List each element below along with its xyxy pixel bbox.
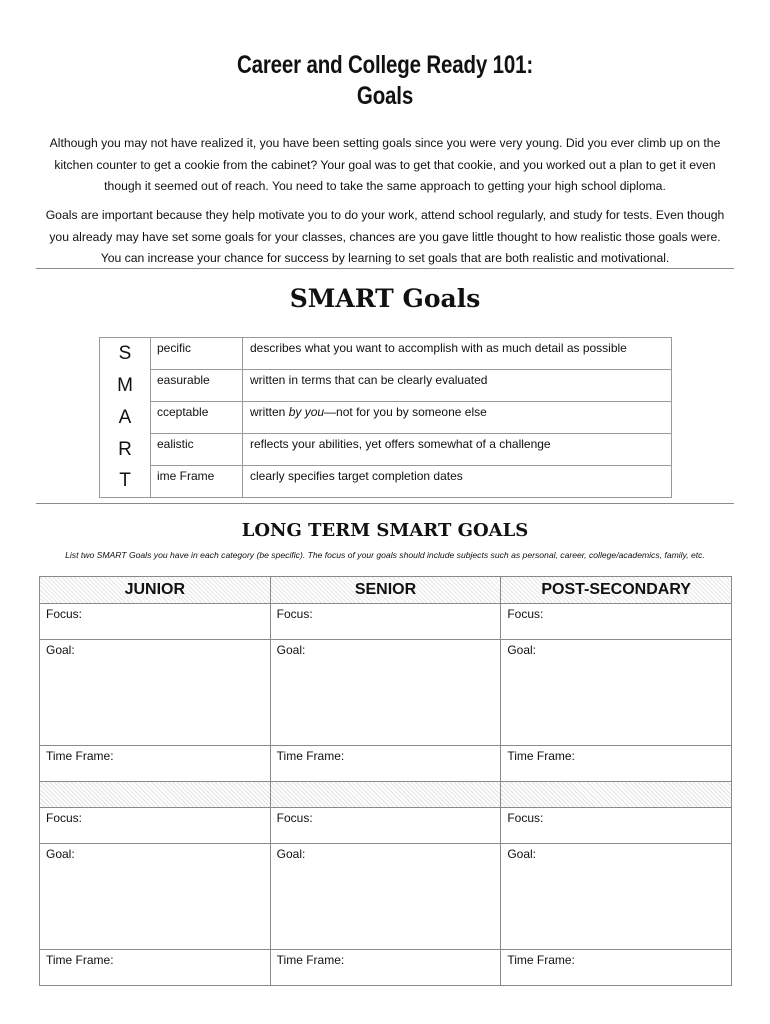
long-term-heading: LONG TERM SMART GOALS: [241, 520, 529, 541]
smart-word: ealistic: [151, 434, 243, 466]
time-frame-field[interactable]: Time Frame:: [270, 950, 501, 986]
focus-field[interactable]: Focus:: [40, 808, 271, 844]
smart-row-t: [100, 466, 672, 498]
smart-word: pecific: [151, 338, 243, 370]
title-line-2: Goals: [356, 82, 414, 110]
smart-row-r: [100, 434, 672, 466]
title-line-1: Career and College Ready 101:: [236, 51, 534, 79]
smart-word: cceptable: [151, 402, 243, 434]
smart-description: reflects your abilities, yet offers somewhat of a challenge: [243, 434, 672, 466]
separator-cell: [501, 782, 732, 808]
goal-field[interactable]: Goal:: [270, 844, 501, 950]
time-frame-field[interactable]: Time Frame:: [501, 746, 732, 782]
focus-row-2: [40, 808, 732, 844]
divider-top: [36, 268, 734, 269]
divider-middle: [36, 503, 734, 504]
goals-table: [39, 576, 732, 986]
smart-letter: M: [100, 370, 151, 402]
smart-word: easurable: [151, 370, 243, 402]
goal-row-1: [40, 640, 732, 746]
goal-field[interactable]: Goal:: [501, 640, 732, 746]
column-header-junior: JUNIOR: [40, 577, 271, 604]
goal-field[interactable]: Goal:: [40, 640, 271, 746]
smart-letter: R: [100, 434, 151, 466]
goal-row-2: [40, 844, 732, 950]
smart-letter: A: [100, 402, 151, 434]
page-title: [69, 50, 700, 112]
smart-letter: T: [100, 466, 151, 498]
desc-part: —not for you by someone else: [324, 405, 487, 419]
time-frame-row-2: [40, 950, 732, 986]
smart-description: written in terms that can be clearly evaluated: [243, 370, 672, 402]
intro-paragraph-2: Goals are important because they help motivate you to do your work, attend school regularly, and study for tests. Even though you already may have set some goals for your classes, chances are you gave little thought to how realistic those goals were. You can increase your chance for success by learning to set goals that are both realistic and motivational.: [45, 208, 725, 265]
smart-description: clearly specifies target completion dates: [243, 466, 672, 498]
time-frame-field[interactable]: Time Frame:: [40, 950, 271, 986]
time-frame-field[interactable]: Time Frame:: [501, 950, 732, 986]
column-header-post-secondary: POST-SECONDARY: [501, 577, 732, 604]
smart-description: describes what you want to accomplish with as much detail as possible: [243, 338, 672, 370]
goal-field[interactable]: Goal:: [40, 844, 271, 950]
separator-row: [40, 782, 732, 808]
time-frame-field[interactable]: Time Frame:: [270, 746, 501, 782]
smart-heading: SMART Goals: [289, 284, 481, 313]
focus-field[interactable]: Focus:: [40, 604, 271, 640]
goal-field[interactable]: Goal:: [501, 844, 732, 950]
focus-row-1: [40, 604, 732, 640]
smart-letter: S: [100, 338, 151, 370]
separator-cell: [270, 782, 501, 808]
desc-emphasis: by you: [288, 405, 325, 419]
intro-paragraph-1: Although you may not have realized it, you have been setting goals since you were very young. Did you ever climb up on the kitchen counter to get a cookie from the cabinet? Your goal was to get that cookie, and you worked out a plan to get it even though it seemed out of reach. You need to take the same approach to getting your high school diploma.: [49, 136, 721, 193]
smart-row-m: [100, 370, 672, 402]
goals-header-row: [40, 577, 732, 604]
focus-field[interactable]: Focus:: [270, 808, 501, 844]
focus-field[interactable]: Focus:: [501, 808, 732, 844]
smart-table: [99, 337, 672, 498]
focus-field[interactable]: Focus:: [501, 604, 732, 640]
long-term-instructions: List two SMART Goals you have in each category (be specific). The focus of your goals should include subjects such as personal, career, college/academics, family, etc.: [65, 550, 705, 560]
time-frame-field[interactable]: Time Frame:: [40, 746, 271, 782]
goal-field[interactable]: Goal:: [270, 640, 501, 746]
smart-description: [243, 402, 672, 434]
smart-row-a: [100, 402, 672, 434]
smart-word: ime Frame: [151, 466, 243, 498]
focus-field[interactable]: Focus:: [270, 604, 501, 640]
desc-part: written: [250, 405, 289, 419]
smart-row-s: [100, 338, 672, 370]
separator-cell: [40, 782, 271, 808]
column-header-senior: SENIOR: [270, 577, 501, 604]
time-frame-row-1: [40, 746, 732, 782]
